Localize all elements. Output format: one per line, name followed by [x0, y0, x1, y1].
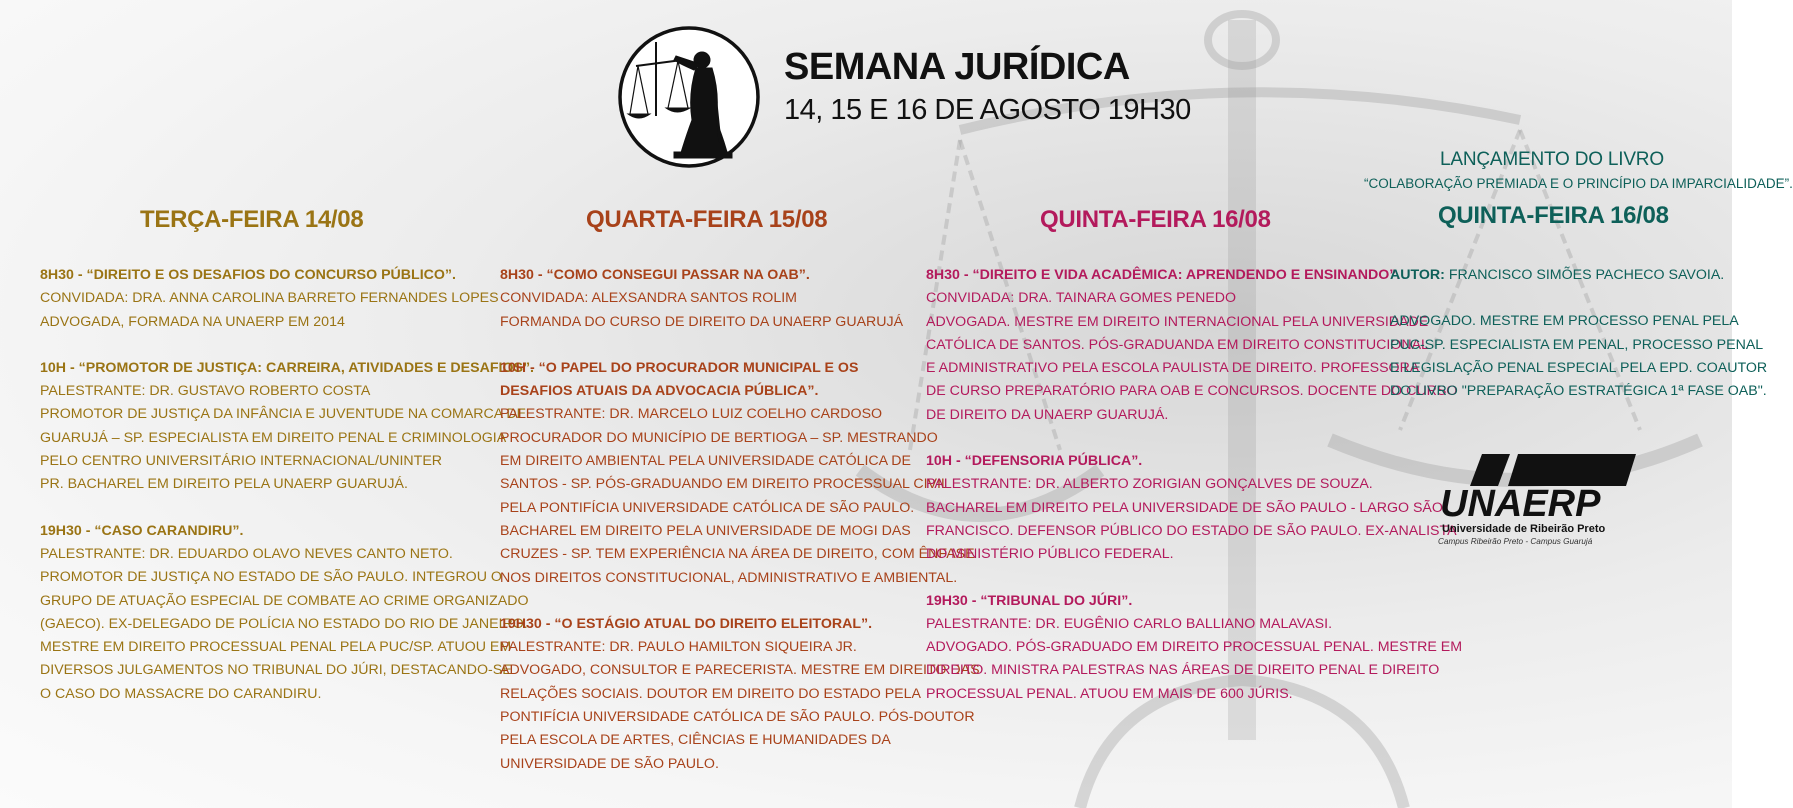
- talk-block: [40, 520, 534, 706]
- talk-line: PALESTRANTE: DR. EDUARDO OLAVO NEVES CANTO NETO.: [40, 545, 453, 562]
- talk-block: [926, 450, 1462, 566]
- brand-campus: Campus Ribeirão Preto - Campus Guarujá: [1438, 537, 1593, 546]
- talk-heading: 19H30 - “O ESTÁGIO ATUAL DO DIREITO ELEITORAL”.: [500, 615, 873, 632]
- talk-block: [926, 590, 1462, 706]
- talk-line: PELA ESCOLA DE ARTES, CIÊNCIAS E HUMANIDADES DA: [500, 732, 891, 749]
- talk-line: ADVOGADO, CONSULTOR E PARECERISTA. MESTRE EM DIREITO DAS: [500, 662, 980, 679]
- talk-line: ADVOGADA, FORMADA NA UNAERP EM 2014: [40, 313, 345, 330]
- talk-line: FORMANDA DO CURSO DE DIREITO DA UNAERP GUARUJÁ: [500, 313, 904, 330]
- talk-line: CONVIDADA: DRA. ANNA CAROLINA BARRETO FERNANDES LOPES: [40, 290, 499, 307]
- talk-line: PALESTRANTE: DR. GUSTAVO ROBERTO COSTA: [40, 383, 371, 400]
- talk-line: MESTRE EM DIREITO PROCESSUAL PENAL PELA PUC/SP. ATUOU EM: [40, 639, 512, 656]
- talk-line: E ADMINISTRATIVO PELA ESCOLA PAULISTA DE DIREITO. PROFESSORA: [926, 360, 1420, 377]
- talk-line: DIREITO. MINISTRA PALESTRAS NAS ÁREAS DE DIREITO PENAL E DIREITO: [926, 662, 1440, 679]
- talk-line: GRUPO DE ATUAÇÃO ESPECIAL DE COMBATE AO CRIME ORGANIZADO: [40, 592, 529, 609]
- talk-line: PONTIFÍCIA UNIVERSIDADE CATÓLICA DE SÃO PAULO. PÓS-DOUTOR: [500, 709, 975, 726]
- talk-heading-continued: DESAFIOS ATUAIS DA ADVOCACIA PÚBLICA”.: [500, 383, 819, 400]
- brand-name: UNAERP: [1440, 483, 1601, 525]
- talk-line: PELO CENTRO UNIVERSITÁRIO INTERNACIONAL/UNINTER: [40, 453, 443, 470]
- talk-line: DO MINISTÉRIO PÚBLICO FEDERAL.: [926, 546, 1174, 563]
- talk-heading: 8H30 - “DIREITO E OS DESAFIOS DO CONCURSO PÚBLICO”.: [40, 267, 456, 283]
- talk-heading: 10H - “DEFENSORIA PÚBLICA”.: [926, 453, 1143, 470]
- day-heading: QUINTA-FEIRA 16/08: [1040, 206, 1271, 233]
- talk-line: (GAECO). EX-DELEGADO DE POLÍCIA NO ESTADO DO RIO DE JANEIRO.: [40, 615, 528, 632]
- talk-line: BACHAREL EM DIREITO PELA UNIVERSIDADE DE MOGI DAS: [500, 522, 911, 539]
- talk-line: ADVOGADA. MESTRE EM DIREITO INTERNACIONAL PELA UNIVERSIDADE: [926, 313, 1429, 330]
- talk-heading: 10H - “PROMOTOR DE JUSTIÇA: CARREIRA, ATIVIDADES E DESAFIOS”.: [40, 359, 534, 376]
- talk-line: CONVIDADA: DRA. TAINARA GOMES PENEDO: [926, 290, 1237, 307]
- author-label: AUTOR:: [1390, 267, 1445, 283]
- talk-line: DE CURSO PREPARATÓRIO PARA OAB E CONCURSOS. DOCENTE DO CURSO: [926, 383, 1458, 400]
- talk-block: [40, 264, 534, 334]
- talk-heading: 19H30 - “CASO CARANDIRU”.: [40, 522, 244, 539]
- talk-line: PR. BACHAREL EM DIREITO PELA UNAERP GUARUJÁ.: [40, 476, 408, 493]
- talk-line: NOS DIREITOS CONSTITUCIONAL, ADMINISTRATIVO E AMBIENTAL.: [500, 569, 958, 586]
- talk-block: [926, 264, 1462, 427]
- talk-line: UNIVERSIDADE DE SÃO PAULO.: [500, 755, 719, 772]
- talk-line: PALESTRANTE: DR. ALBERTO ZORIGIAN GONÇALVES DE SOUZA.: [926, 476, 1373, 493]
- bio-line: DO LIVRO "PREPARAÇÃO ESTRATÉGICA 1ª FASE OAB".: [1390, 383, 1767, 400]
- author-block: [1390, 264, 1767, 287]
- brand-tagline: Universidade de Ribeirão Preto: [1442, 523, 1606, 535]
- talk-heading: 19H30 - “TRIBUNAL DO JÚRI”.: [926, 592, 1133, 609]
- talk-line: BACHAREL EM DIREITO PELA UNIVERSIDADE DE SÃO PAULO - LARGO SÃO: [926, 499, 1443, 516]
- bio-line: ADVOGADO. MESTRE EM PROCESSO PENAL PELA: [1390, 313, 1739, 330]
- talk-line: CRUZES - SP. TEM EXPERIÊNCIA NA ÁREA DE DIREITO, COM ÊNFASE: [500, 546, 975, 563]
- author-bio: [1390, 310, 1767, 403]
- talk-heading: 8H30 - “COMO CONSEGUI PASSAR NA OAB”.: [500, 267, 810, 283]
- talk-line: SANTOS - SP. PÓS-GRADUANDO EM DIREITO PROCESSUAL CIVIL: [500, 476, 949, 493]
- talk-block: [500, 613, 980, 776]
- talk-line: PELA PONTIFÍCIA UNIVERSIDADE CATÓLICA DE SÃO PAULO.: [500, 499, 915, 516]
- event-dates: 14, 15 E 16 DE AGOSTO 19H30: [784, 94, 1191, 126]
- talk-line: PROMOTOR DE JUSTIÇA DA INFÂNCIA E JUVENTUDE NA COMARCA DE: [40, 406, 527, 423]
- author-name: FRANCISCO SIMÕES PACHECO SAVOIA.: [1444, 267, 1725, 283]
- talk-line: PROCURADOR DO MUNICÍPIO DE BERTIOGA – SP. MESTRANDO: [500, 429, 938, 446]
- talk-line: CONVIDADA: ALEXSANDRA SANTOS ROLIM: [500, 290, 797, 307]
- talk-line: ADVOGADO. PÓS-GRADUADO EM DIREITO PROCESSUAL PENAL. MESTRE EM: [926, 639, 1463, 656]
- page-title: SEMANA JURÍDICA: [784, 46, 1130, 88]
- talk-line: FRANCISCO. DEFENSOR PÚBLICO DO ESTADO DE SÃO PAULO. EX-ANALISTA: [926, 522, 1457, 539]
- talk-line: EM DIREITO AMBIENTAL PELA UNIVERSIDADE CATÓLICA DE: [500, 453, 912, 470]
- talk-block: [500, 357, 980, 590]
- talk-line: DE DIREITO DA UNAERP GUARUJÁ.: [926, 406, 1169, 423]
- unaerp-logo: [1438, 452, 1638, 546]
- talk-line: PALESTRANTE: DR. EUGÊNIO CARLO BALLIANO MALAVASI.: [926, 615, 1333, 632]
- talk-heading: 10H - “O PAPEL DO PROCURADOR MUNICIPAL E OS: [500, 359, 859, 376]
- talk-line: PROCESSUAL PENAL. ATUOU EM MAIS DE 600 JÚRIS.: [926, 685, 1293, 702]
- book-launch-heading: LANÇAMENTO DO LIVRO: [1440, 149, 1664, 170]
- talk-line: CATÓLICA DE SANTOS. PÓS-GRADUANDA EM DIREITO CONSTITUCIONAL: [926, 336, 1429, 353]
- talk-block: [500, 264, 980, 334]
- day-heading: QUARTA-FEIRA 15/08: [586, 206, 828, 233]
- talk-line: PALESTRANTE: DR. PAULO HAMILTON SIQUEIRA JR.: [500, 639, 857, 656]
- talk-line: PALESTRANTE: DR. MARCELO LUIZ COELHO CARDOSO: [500, 406, 883, 423]
- lady-justice-logo-icon: [616, 24, 762, 170]
- talk-line: PROMOTOR DE JUSTIÇA NO ESTADO DE SÃO PAULO. INTEGROU O: [40, 569, 502, 586]
- bio-line: PUC-SP. ESPECIALISTA EM PENAL, PROCESSO PENAL: [1390, 336, 1764, 353]
- bio-line: E LEGISLAÇÃO PENAL ESPECIAL PELA EPD. COAUTOR: [1390, 359, 1768, 376]
- talk-line: DIVERSOS JULGAMENTOS NO TRIBUNAL DO JÚRI, DESTACANDO-SE: [40, 662, 512, 679]
- talk-line: O CASO DO MASSACRE DO CARANDIRU.: [40, 685, 322, 702]
- talk-heading: 8H30 - “DIREITO E VIDA ACADÊMICA: APRENDENDO E ENSINANDO”.: [926, 267, 1401, 283]
- day-heading: TERÇA-FEIRA 14/08: [140, 206, 364, 233]
- book-title: “COLABORAÇÃO PREMIADA E O PRINCÍPIO DA IMPARCIALIDADE”.: [1364, 176, 1793, 191]
- talk-line: RELAÇÕES SOCIAIS. DOUTOR EM DIREITO DO ESTADO PELA: [500, 685, 921, 702]
- talk-line: GUARUJÁ – SP. ESPECIALISTA EM DIREITO PENAL E CRIMINOLOGIA: [40, 429, 507, 446]
- day-heading: QUINTA-FEIRA 16/08: [1438, 202, 1669, 229]
- talk-block: [40, 357, 534, 497]
